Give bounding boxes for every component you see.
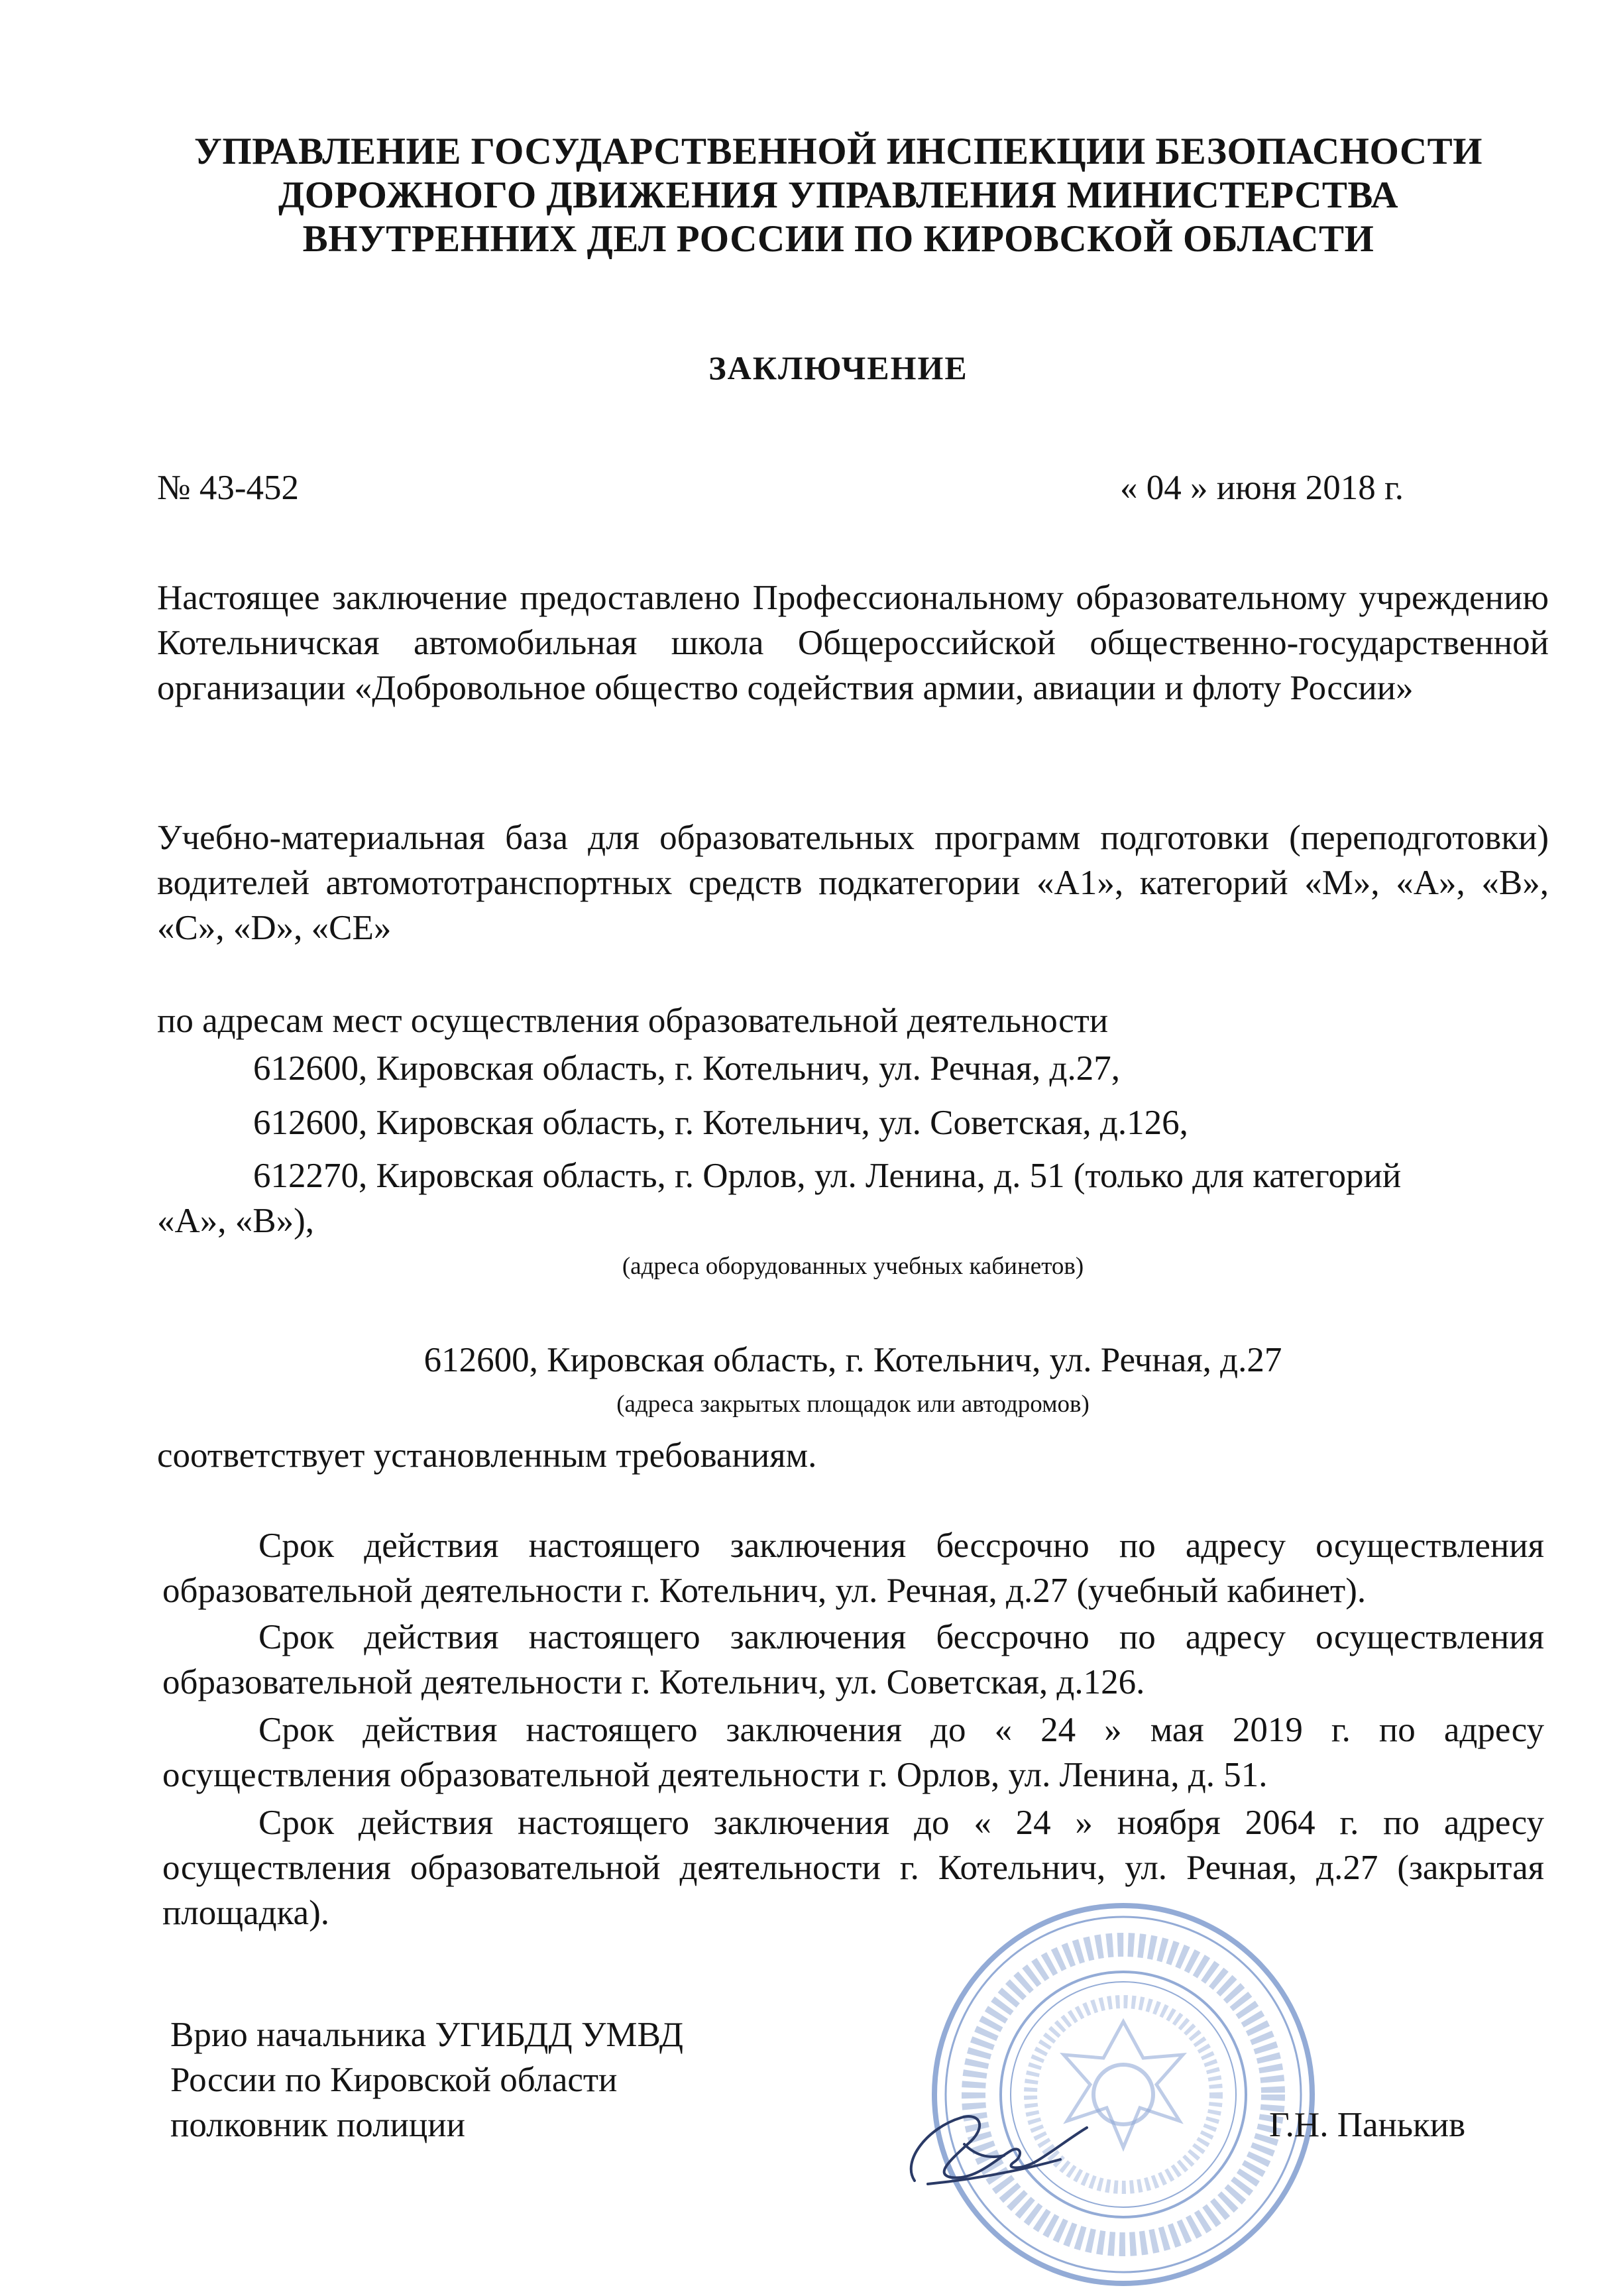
signatory-position-1: Врио начальника УГИБДД УМВД: [170, 2016, 683, 2054]
classroom-address-3: 612270, Кировская область, г. Орлов, ул. Ленина, д. 51 (только для категорий «А», «В»),: [157, 1157, 1402, 1240]
document-title: ЗАКЛЮЧЕНИЕ: [708, 349, 968, 386]
handwritten-signature: [888, 2081, 1100, 2194]
signatory-position-2: России по Кировской области: [170, 2061, 618, 2099]
classroom-address-1: 612600, Кировская область, г. Котельнич, ул. Речная, д.27,: [253, 1049, 1120, 1088]
signatory-rank: полковник полиции: [170, 2106, 465, 2144]
validity-paragraph-4: Срок действия настоящего заключения до « 24 » ноября 2064 г. по адресу осуществления образовательной деятельности г. Котельнич, ул. Речная, д.27 (закрытая площадка).: [162, 1804, 1544, 1932]
conclusion-statement: соответствует установленным требованиям.: [157, 1436, 817, 1475]
issuing-authority: [119, 130, 1557, 261]
authority-line-1: УПРАВЛЕНИЕ ГОСУДАРСТВЕННОЙ ИНСПЕКЦИИ БЕЗОПАСНОСТИ: [194, 131, 1483, 172]
classroom-caption: (адреса оборудованных учебных кабинетов): [622, 1253, 1084, 1280]
base-description-paragraph: Учебно-материальная база для образовательных программ подготовки (переподготовки) водителей автомототранспортных средств подкатегории «А1», категорий «М», «А», «В», «С», «D», «СЕ»: [157, 819, 1549, 947]
yard-address: 612600, Кировская область, г. Котельнич, ул. Речная, д.27: [423, 1341, 1282, 1379]
yard-caption: (адреса закрытых площадок или автодромов): [616, 1391, 1090, 1418]
document-date: « 04 » июня 2018 г.: [1120, 469, 1404, 507]
addresses-intro: по адресам мест осуществления образовательной деятельности: [157, 1002, 1109, 1040]
validity-paragraph-2: Срок действия настоящего заключения бессрочно по адресу осуществления образовательной деятельности г. Котельнич, ул. Советская, д.126.: [162, 1618, 1544, 1701]
signatory-name: Г.Н. Панькив: [1269, 2106, 1466, 2144]
classroom-address-2: 612600, Кировская область, г. Котельнич, ул. Советская, д.126,: [253, 1104, 1188, 1142]
document-number: № 43-452: [157, 469, 299, 507]
recipient-paragraph: Настоящее заключение предоставлено Профессиональному образовательному учреждению Котельничская автомобильная школа Общероссийской общественно-государственной организации «Добровольное общество содействия армии, авиации и флоту России»: [157, 579, 1549, 707]
authority-line-3: ВНУТРЕННИХ ДЕЛ РОССИИ ПО КИРОВСКОЙ ОБЛАСТИ: [302, 218, 1374, 260]
validity-paragraph-1: Срок действия настоящего заключения бессрочно по адресу осуществления образовательной деятельности г. Котельнич, ул. Речная, д.27 (учебный кабинет).: [162, 1526, 1544, 1610]
validity-paragraph-3: Срок действия настоящего заключения до « 24 » мая 2019 г. по адресу осуществления образовательной деятельности г. Орлов, ул. Ленина, д. 51.: [162, 1711, 1544, 1794]
authority-line-2: ДОРОЖНОГО ДВИЖЕНИЯ УПРАВЛЕНИЯ МИНИСТЕРСТВА: [278, 174, 1399, 216]
